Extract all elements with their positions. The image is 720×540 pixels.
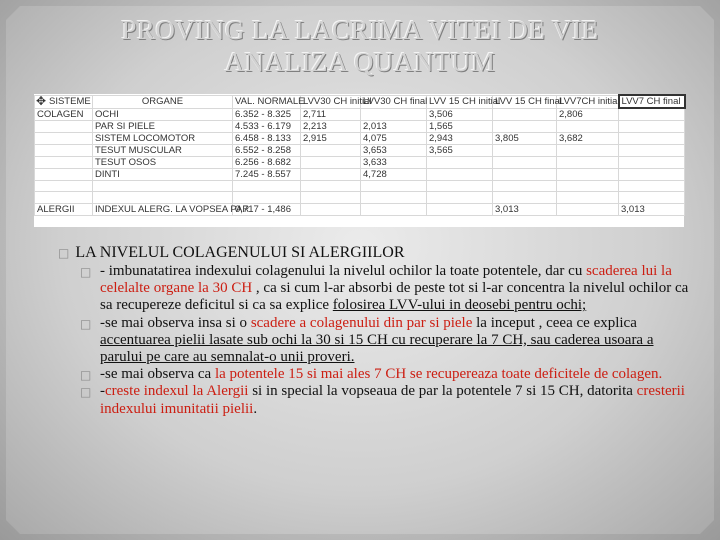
header-cell: LVV7CH initial bbox=[557, 95, 619, 108]
table-cell: 3,013 bbox=[493, 203, 557, 215]
table-cell bbox=[427, 168, 493, 180]
header-cell: LVV30 CH final bbox=[361, 95, 427, 108]
item-text: -se mai observa ca bbox=[100, 366, 215, 383]
table-cell bbox=[557, 203, 619, 215]
highlight-text: scaderea lui la celelalte organe la 30 CH bbox=[100, 263, 672, 297]
table-cell bbox=[619, 192, 685, 204]
table-cell bbox=[301, 144, 361, 156]
table-cell bbox=[301, 203, 361, 215]
item-text: si in special la vopseaua de par la potentele 7 si 15 CH, datorita bbox=[248, 383, 637, 400]
table-cell bbox=[619, 180, 685, 192]
item-text: - bbox=[100, 383, 105, 400]
header-cell: LVV7 CH final bbox=[619, 95, 685, 108]
table-cell bbox=[493, 192, 557, 204]
table-cell: 3,805 bbox=[493, 132, 557, 144]
slide-title bbox=[0, 14, 720, 78]
highlight-text: cresterii indexului imunitatii pielii bbox=[100, 383, 685, 417]
table-cell bbox=[301, 180, 361, 192]
table-cell bbox=[493, 156, 557, 168]
table-cell bbox=[427, 192, 493, 204]
table-cell: TESUT MUSCULAR bbox=[93, 144, 233, 156]
highlight-text: la potentele 15 si mai ales 7 CH se recupereaza toate deficitele de colagen. bbox=[214, 366, 663, 383]
item-text: - imbunatatirea indexului colagenului la nivelul ochilor la toate potentele, dar cu bbox=[100, 263, 587, 279]
table-cell bbox=[619, 132, 685, 144]
list-item bbox=[80, 366, 690, 383]
table-cell: 2,943 bbox=[427, 132, 493, 144]
table-cell: COLAGEN bbox=[35, 108, 93, 120]
bullet-icon: □ bbox=[80, 265, 92, 279]
table-cell: 4,728 bbox=[361, 168, 427, 180]
table-cell: 3,565 bbox=[427, 144, 493, 156]
table-cell: 4,075 bbox=[361, 132, 427, 144]
table-cell bbox=[619, 156, 685, 168]
table-row bbox=[35, 203, 685, 215]
bullet-list bbox=[80, 263, 690, 418]
highlight-text: creste indexul la Alergii bbox=[105, 383, 249, 400]
table-row bbox=[35, 108, 685, 120]
table-cell: TESUT OSOS bbox=[93, 156, 233, 168]
table-cell bbox=[361, 192, 427, 204]
spreadsheet-image bbox=[34, 94, 684, 227]
bullet-icon: □ bbox=[58, 246, 70, 260]
table-cell: 2,806 bbox=[557, 108, 619, 120]
table-cell: 2,213 bbox=[301, 120, 361, 132]
table-cell bbox=[93, 180, 233, 192]
table-cell bbox=[619, 144, 685, 156]
table-row bbox=[35, 180, 685, 192]
underlined-text: accentuarea pielii lasate sub ochi la 30 si 15 CH cu recuperare la 7 CH, sau caderea usoara a parului pe care au semnalat-o unii proveri. bbox=[100, 331, 654, 366]
table-cell bbox=[301, 156, 361, 168]
header-cell: VAL. NORMALE bbox=[233, 95, 301, 108]
table-cell bbox=[301, 168, 361, 180]
table-cell bbox=[361, 203, 427, 215]
table-cell bbox=[557, 120, 619, 132]
item-text: , ca si cum l-ar absorbi de peste tot si l-ar concentra la nivelul ochilor ca sa recupereze deficitul si ca sa explice bbox=[100, 280, 689, 314]
table-cell: 3,653 bbox=[361, 144, 427, 156]
table-cell bbox=[427, 156, 493, 168]
table-cell: 6.458 - 8.133 bbox=[233, 132, 301, 144]
table-cell: 7.245 - 8.557 bbox=[233, 168, 301, 180]
highlight-text: scadere a colagenului din par si piele bbox=[250, 314, 473, 331]
bullet-icon: □ bbox=[80, 316, 92, 331]
table-row bbox=[35, 156, 685, 168]
table-cell bbox=[557, 144, 619, 156]
table-cell bbox=[557, 156, 619, 168]
bullet-icon: □ bbox=[80, 385, 92, 400]
list-item bbox=[80, 263, 690, 315]
table-cell bbox=[493, 180, 557, 192]
table-cell: 6.352 - 8.325 bbox=[233, 108, 301, 120]
table-cell: 3,506 bbox=[427, 108, 493, 120]
underlined-text: folosirea LVV-ului in deosebi pentru ochi; bbox=[332, 297, 587, 314]
table-cell: 2,013 bbox=[361, 120, 427, 132]
table-cell: DINTI bbox=[93, 168, 233, 180]
table-row bbox=[35, 192, 685, 204]
table-cell bbox=[557, 192, 619, 204]
table-cell bbox=[93, 192, 233, 204]
table-cell: 2,915 bbox=[301, 132, 361, 144]
move-handle-icon: ✥ bbox=[36, 94, 47, 108]
bullet-icon: □ bbox=[80, 368, 92, 383]
table-cell bbox=[361, 108, 427, 120]
table-cell bbox=[619, 168, 685, 180]
results-table bbox=[34, 94, 686, 216]
table-cell: 1,565 bbox=[427, 120, 493, 132]
table-row bbox=[35, 168, 685, 180]
table-cell: 4.533 - 6.179 bbox=[233, 120, 301, 132]
table-cell bbox=[35, 168, 93, 180]
table-cell bbox=[493, 108, 557, 120]
table-row bbox=[35, 132, 685, 144]
table-cell bbox=[233, 180, 301, 192]
table-cell: SISTEM LOCOMOTOR bbox=[93, 132, 233, 144]
table-cell bbox=[427, 180, 493, 192]
table-cell bbox=[35, 144, 93, 156]
table-cell: INDEXUL ALERG. LA VOPSEA PAR bbox=[93, 203, 233, 215]
item-text: . bbox=[253, 400, 258, 417]
table-cell: 2,711 bbox=[301, 108, 361, 120]
table-cell: 3,682 bbox=[557, 132, 619, 144]
table-row bbox=[35, 144, 685, 156]
table-cell bbox=[493, 144, 557, 156]
title-line-2: ANALIZA QUANTUM bbox=[224, 47, 496, 77]
section-heading bbox=[58, 244, 404, 262]
table-cell: ALERGII bbox=[35, 203, 93, 215]
table-header-row bbox=[35, 95, 685, 108]
table-cell bbox=[619, 120, 685, 132]
table-cell: 6.552 - 8.258 bbox=[233, 144, 301, 156]
table-cell bbox=[493, 120, 557, 132]
section-heading-text: LA NIVELUL COLAGENULUI SI ALERGIILOR bbox=[75, 244, 405, 261]
header-cell: ORGANE bbox=[93, 95, 233, 108]
table-cell bbox=[35, 180, 93, 192]
table-row bbox=[35, 120, 685, 132]
table-cell bbox=[361, 180, 427, 192]
header-cell: LVV 15 CH initial bbox=[427, 95, 493, 108]
table-cell: OCHI bbox=[93, 108, 233, 120]
table-cell: 3,633 bbox=[361, 156, 427, 168]
table-cell bbox=[557, 180, 619, 192]
header-cell: LVV 15 CH final bbox=[493, 95, 557, 108]
table-cell bbox=[619, 108, 685, 120]
table-cell bbox=[35, 120, 93, 132]
table-cell: PAR SI PIELE bbox=[93, 120, 233, 132]
header-cell: SISTEME bbox=[35, 95, 93, 108]
table-cell bbox=[233, 192, 301, 204]
table-cell bbox=[493, 168, 557, 180]
list-item bbox=[80, 315, 690, 367]
header-cell: LVV30 CH initial bbox=[301, 95, 361, 108]
title-line-1: PROVING LA LACRIMA VITEI DE VIE bbox=[121, 15, 599, 45]
table-cell bbox=[35, 156, 93, 168]
table-cell bbox=[35, 192, 93, 204]
table-cell bbox=[557, 168, 619, 180]
item-text: -se mai observa insa si o bbox=[100, 314, 251, 331]
table-cell bbox=[301, 192, 361, 204]
table-cell bbox=[427, 203, 493, 215]
list-item bbox=[80, 383, 690, 417]
table-cell: 3,013 bbox=[619, 203, 685, 215]
item-text: la inceput , ceea ce explica bbox=[472, 314, 637, 331]
table-cell: 6.256 - 8.682 bbox=[233, 156, 301, 168]
table-cell: 0,717 - 1,486 bbox=[233, 203, 301, 215]
table-cell bbox=[35, 132, 93, 144]
